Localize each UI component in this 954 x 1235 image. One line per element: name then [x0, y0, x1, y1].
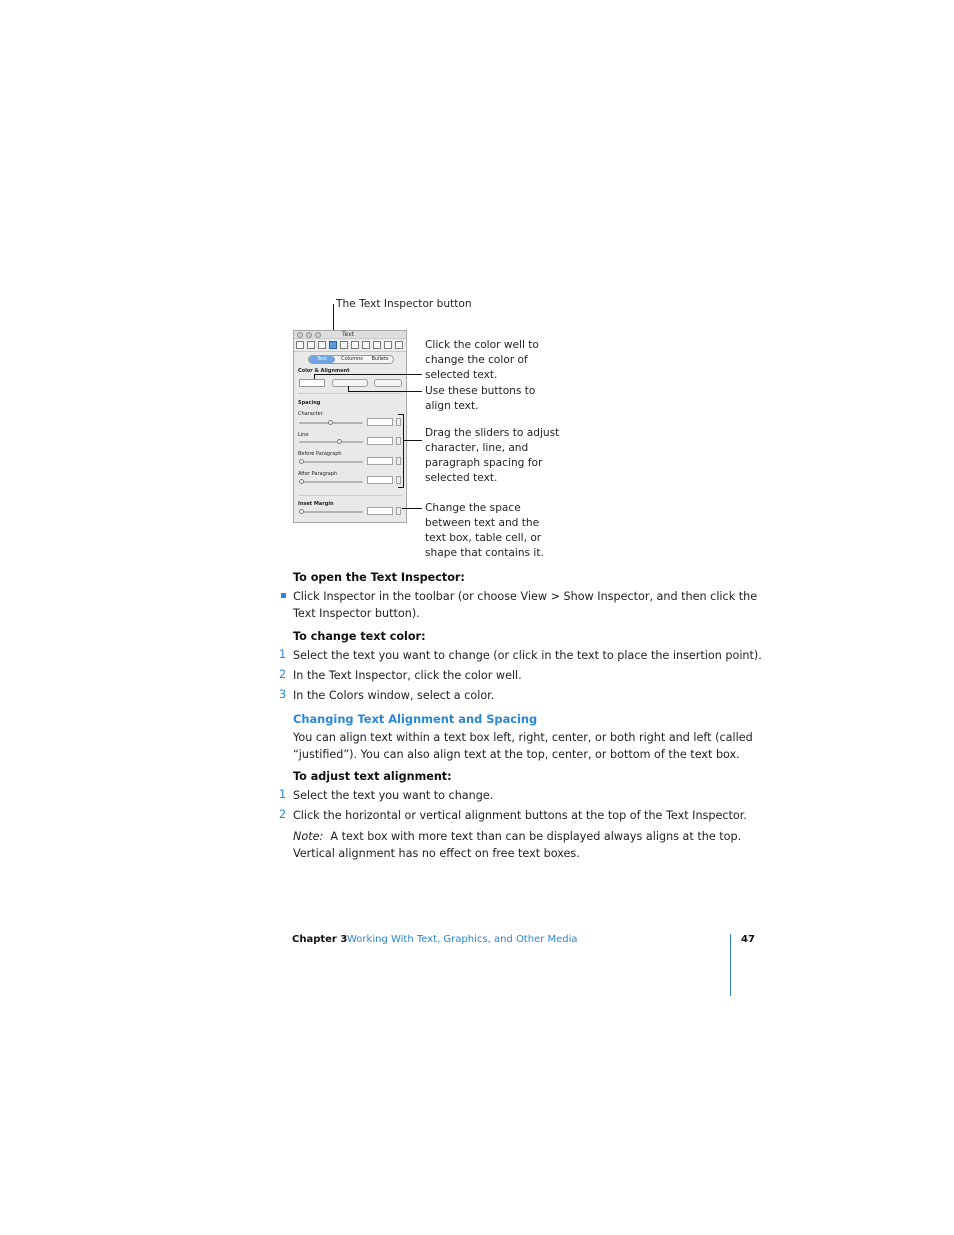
document-inspector-icon[interactable] [296, 341, 304, 349]
panel-titlebar [294, 331, 406, 339]
vertical-alignment-buttons[interactable] [374, 379, 402, 387]
callout-color-well: Click the color well to change the color of selected text. [425, 339, 539, 381]
bracket-spacing-top [398, 414, 404, 415]
footer-chapter-title: Working With Text, Graphics, and Other Media [347, 934, 578, 945]
inset-margin-field[interactable] [367, 507, 393, 515]
metrics-inspector-icon[interactable] [351, 341, 359, 349]
divider [298, 495, 402, 496]
step-number: 3 [279, 688, 287, 701]
before-paragraph-slider[interactable] [299, 461, 363, 463]
inset-margin-stepper[interactable] [396, 507, 401, 515]
color-alignment-label: Color & Alignment [298, 368, 350, 374]
character-field[interactable] [367, 418, 393, 426]
color-well[interactable] [299, 379, 325, 387]
tab-columns[interactable]: Columns [341, 356, 363, 362]
callout-sliders: Drag the sliders to adjust character, line, and paragraph spacing for selected text. [425, 427, 560, 484]
character-slider-knob[interactable] [328, 420, 333, 425]
open-inspector-heading: To open the Text Inspector: [293, 571, 465, 584]
after-paragraph-stepper[interactable] [396, 476, 401, 484]
inset-margin-slider[interactable] [299, 511, 363, 513]
quicktime-inspector-icon[interactable] [395, 341, 403, 349]
callout-text-inspector-button: The Text Inspector button [336, 298, 472, 310]
character-label: Character [298, 411, 323, 417]
adjust-alignment-heading: To adjust text alignment: [293, 770, 452, 783]
line-stepper[interactable] [396, 437, 401, 445]
link-inspector-icon[interactable] [384, 341, 392, 349]
bracket-spacing-bottom [398, 487, 404, 488]
step-number: 2 [279, 808, 287, 821]
text-inspector-icon[interactable] [329, 341, 337, 349]
step-text: Select the text you want to change. [293, 789, 494, 802]
leader-line-sliders [403, 440, 422, 441]
callout-align-buttons: Use these buttons to align text. [425, 385, 536, 412]
leader-line-align-tick [348, 386, 349, 392]
footer-chapter: Chapter 3 [292, 934, 348, 945]
horizontal-alignment-buttons[interactable] [332, 379, 368, 387]
after-paragraph-slider[interactable] [299, 481, 363, 483]
zoom-window-icon [315, 332, 321, 338]
panel-title: Text [342, 331, 355, 338]
divider [298, 393, 402, 394]
line-label: Line [298, 432, 309, 438]
step-text: In the Text Inspector, click the color well. [293, 669, 522, 682]
footer-rule [730, 934, 731, 996]
change-color-heading: To change text color: [293, 630, 426, 643]
leader-line-color-well [314, 374, 422, 375]
text-inspector-panel [293, 330, 407, 523]
character-stepper[interactable] [396, 418, 401, 426]
leader-line-color-well-tick [314, 374, 315, 379]
step-number: 2 [279, 668, 287, 681]
open-inspector-bullet: Click Inspector in the toolbar (or choose View > Show Inspector, and then click the Text Inspector button). [293, 590, 758, 620]
spacing-label: Spacing [298, 400, 321, 406]
section-paragraph: You can align text within a text box left, right, center, or both right and left (called “justified”). You can also align text at the top, center, or bottom of the text box. [293, 731, 753, 761]
inset-margin-label: Inset Margin [298, 501, 334, 507]
chart-inspector-icon[interactable] [373, 341, 381, 349]
section-title: Changing Text Alignment and Spacing [293, 712, 538, 726]
page-number: 47 [741, 934, 755, 945]
wrap-inspector-icon[interactable] [318, 341, 326, 349]
minimize-window-icon [306, 332, 312, 338]
step-text: In the Colors window, select a color. [293, 689, 495, 702]
line-slider-knob[interactable] [337, 439, 342, 444]
bracket-spacing [403, 414, 404, 488]
close-window-icon [297, 332, 303, 338]
callout-inset: Change the space between text and the text box, table cell, or shape that contains it. [425, 502, 544, 559]
note-label: Note: [293, 830, 324, 843]
inspector-tabs [308, 355, 394, 364]
inspector-toolbar [294, 339, 406, 352]
step-text: Click the horizontal or vertical alignment buttons at the top of the Text Inspector. [293, 809, 747, 822]
bullet-icon [281, 593, 286, 598]
before-paragraph-slider-knob[interactable] [299, 459, 304, 464]
line-slider[interactable] [299, 441, 363, 443]
layout-inspector-icon[interactable] [307, 341, 315, 349]
before-paragraph-stepper[interactable] [396, 457, 401, 465]
inset-margin-slider-knob[interactable] [299, 509, 304, 514]
after-paragraph-field[interactable] [367, 476, 393, 484]
leader-line-align [348, 391, 422, 392]
table-inspector-icon[interactable] [362, 341, 370, 349]
after-paragraph-label: After Paragraph [298, 471, 338, 477]
graphic-inspector-icon[interactable] [340, 341, 348, 349]
tab-text[interactable]: Text [309, 356, 335, 363]
before-paragraph-field[interactable] [367, 457, 393, 465]
step-number: 1 [279, 788, 287, 801]
note: Note: A text box with more text than can be displayed always aligns at the top. Vertical alignment has no effect on free text boxes. [293, 830, 742, 860]
before-paragraph-label: Before Paragraph [298, 451, 342, 457]
step-text: Select the text you want to change (or click in the text to place the insertion point). [293, 649, 762, 662]
step-number: 1 [279, 648, 287, 661]
leader-line-inset [402, 508, 422, 509]
after-paragraph-slider-knob[interactable] [299, 479, 304, 484]
tab-bullets[interactable]: Bullets [371, 356, 389, 362]
line-field[interactable] [367, 437, 393, 445]
